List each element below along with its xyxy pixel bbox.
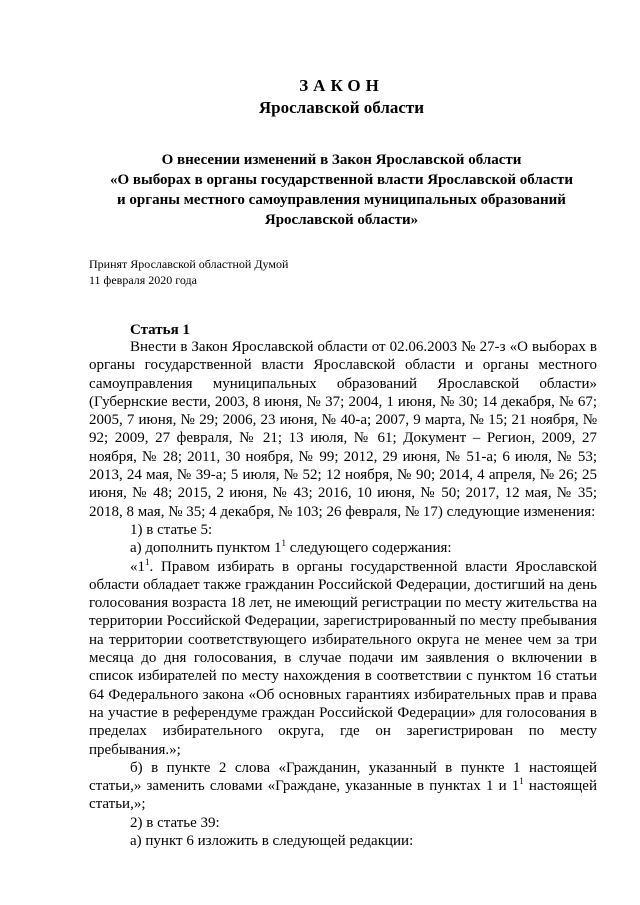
adoption-note bbox=[89, 256, 288, 288]
text-segment: настоящей статьи,»; bbox=[89, 778, 597, 813]
superscript: 1 bbox=[519, 776, 524, 787]
text-segment: б) в пункте 2 слова «Гражданин, указанный в пункте 1 настоящей статьи,» заменить словами «Граждане, указанные в пунктах 1 и 1 bbox=[89, 759, 597, 795]
superscript: 1 bbox=[145, 556, 150, 567]
article-body bbox=[89, 338, 597, 850]
amendment-item: 2) в статье 39: bbox=[130, 814, 220, 831]
amendment-subitem: а) пункт 6 изложить в следующей редакции: bbox=[130, 833, 414, 850]
document-type-heading: ЗАКОН bbox=[299, 76, 384, 95]
superscript: 1 bbox=[281, 538, 287, 549]
adoption-body: Принят Ярославской областной Думой bbox=[89, 257, 289, 271]
adoption-date: 11 февраля 2020 года bbox=[89, 273, 197, 287]
quoted-new-paragraph bbox=[89, 558, 597, 759]
amendment-item: 1) в статье 5: bbox=[130, 521, 213, 538]
text-segment: а) дополнить пунктом 1 bbox=[130, 540, 282, 557]
text-segment: «1 bbox=[130, 558, 145, 575]
article-title: Статья 1 bbox=[130, 322, 190, 338]
article-intro-paragraph: Внести в Закон Ярославской области от 02.06.2003 № 27-з «О выборах в органы государственной власти Ярославской области и органы местного самоуправления муниципальных образований Ярославской области» (Губернские вести, 2003, 8 июня, № 37; 2004, 1 июня, № 30; 14 декабря, № 67; 2005, 7 июня, № 29; 2006, 23 июня, № 40-а; 2007, 9 марта, № 15; 21 ноября, № 92; 2009, 27 февраля, № 21; 13 июля, № 61; Документ – Регион, 2009, 27 ноября, № 28; 2011, 30 ноября, № 99; 2012, 29 июня, № 51-а; 6 июля, № 53; 2013, 24 мая, № 39-а; 5 июля, № 52; 12 ноября, № 90; 2014, 4 апреля, № 26; 25 июня, № 48; 2015, 2 июня, № 43; 2016, 10 июня, № 50; 2017, 12 мая, № 35; 2018, 8 мая, № 35; 4 декабря, № 103; 26 февраля, № 17) следующие изменения: bbox=[89, 339, 597, 520]
amendment-subitem bbox=[89, 759, 597, 814]
amendment-subitem bbox=[89, 539, 597, 557]
subject-line: «О выборах в органы государственной власти Ярославской области bbox=[109, 172, 574, 188]
subject-line: О внесении изменений в Закон Ярославской области bbox=[161, 152, 522, 168]
subject-line: и органы местного самоуправления муниципальных образований bbox=[117, 192, 566, 208]
text-segment: . Правом избирать в органы государственной власти Ярославской области обладает также гражданин Российской Федерации, достигший на день голосования возраста 18 лет, не имеющий регистрации по месту жительства на территории Российской Федерации, зарегистрированный по месту пребывания на территории соответствующего избирательного округа не менее чем за три месяца до дня голосования, в случае подачи им заявления о включении в список избирателей по месту нахождения в соответствии с пунктом 16 статьи 64 Федерального закона «Об основных гарантиях избирательных прав и права на участие в референдуме граждан Российской Федерации» для голосования в пределах избирательного округа, где он зарегистрирован по месту пребывания.»; bbox=[89, 558, 597, 758]
text-segment: следующего содержания: bbox=[286, 540, 452, 557]
subject-line: Ярославской области» bbox=[264, 212, 419, 228]
law-subject-title bbox=[0, 150, 640, 230]
region-heading: Ярославской области bbox=[258, 98, 425, 117]
